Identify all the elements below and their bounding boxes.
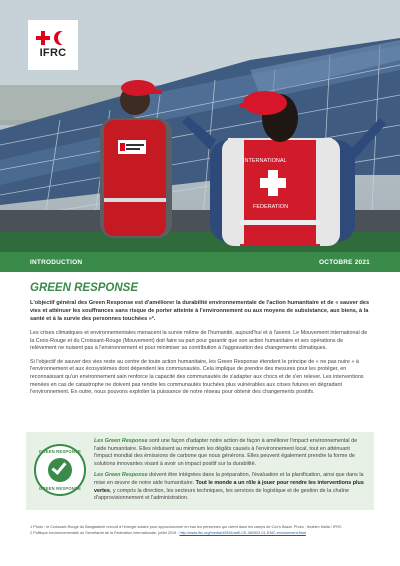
box-term-2: Les Green Response — [94, 472, 148, 479]
box-paragraph-2 — [94, 472, 366, 502]
footnotes — [30, 525, 375, 536]
box-text-2-tail: , y compris la direction, les secteurs techniques, les services de logistique et de gestion de la chaîne d'approvisionnement et l'administration. — [94, 487, 350, 502]
hero-photo — [0, 0, 400, 252]
vest-text-2: FEDERATION — [253, 204, 289, 210]
footnote-2-link[interactable]: http://www.ifrc.org/media/49394/adfl-CE-360902-01-EMC-environment-final — [179, 530, 306, 535]
band-left-label: INTRODUCTION — [30, 258, 83, 266]
logo-text: IFRC — [39, 47, 67, 59]
ifrc-logo — [28, 20, 78, 70]
band-date: OCTOBRE 2021 — [318, 258, 370, 266]
footnote-1: 1 Photo : le Croissant-Rouge du Bangladesh recourt à l'énergie solaire pour approvisionner en eau les personnes qui vivent dans les camps de Cox's Bazar. Photo : Ibrahim Malla / IFRC — [30, 525, 342, 529]
red-cross-icon — [36, 31, 50, 45]
red-crescent-icon — [58, 31, 71, 45]
badge-top-text: GREEN RESPONSE — [38, 449, 82, 454]
section-band — [0, 252, 400, 272]
vest-text-1: INTERNATIONAL — [243, 158, 287, 164]
box-text-1: sont une façon d'adapter notre action de façon à améliorer l'impact environnemental de l'aide humanitaire. Elles réduisent au minimum les dégâts causés à l'environnement local, tout en atténuant l'impact mondial des émissions de carbone que nous générons. Elles peuvent également prendre la forme de solutions innovantes visant à avoir un impact positif sur la durabilité. — [94, 438, 358, 467]
box-paragraph-1 — [94, 438, 366, 468]
page-title: GREEN RESPONSE — [30, 282, 138, 294]
paragraph-1: Les crises climatiques et environnementales menacent la survie même de l'humanité, aujourd'hui et à l'avenir. Le Mouvement international de la Croix-Rouge et du Croissant-Rouge (Mouvement) doit faire sa part pour garantir que son action humanitaire et ses opérations de relèvement ne nuisent pas à l'environnement et pour minimiser sa contribution à l'aggravation des changements climatiques. — [30, 330, 368, 352]
green-response-badge-icon — [34, 444, 86, 496]
footnote-2-text: 2 Politique environnementale du Secrétariat de la Fédération internationale, juillet 2019 : — [30, 530, 180, 535]
box-text — [94, 438, 366, 507]
green-response-box — [26, 432, 374, 510]
lead-paragraph: L'objectif général des Green Response est d'améliorer la durabilité environnementale de l'action humanitaire et de « sauver des vies et atténuer les souffrances sans risque de porter atteinte à l'environnement ou aux moyens de subsistance, aux biens, à la santé et à la survie des personnes touchées »². — [30, 300, 370, 322]
box-term-1: Les Green Response — [94, 438, 148, 444]
box-emphasis: Tout le monde a un rôle à jouer pour rendre les interventions plus vertes — [94, 479, 364, 494]
badge-bottom-text: GREEN RESPONSE — [38, 486, 82, 491]
paragraph-2: Si l'objectif de sauver des vies reste au centre de toute action humanitaire, les Green Response étendent le principe de « ne pas nuire » à l'environnement et aux écosystèmes dont dépendent les communautés. Cela implique de prendre des mesures pour les protéger, en reconnaissant qu'un environnement sain renforce la capacité des communautés de s'adapter aux chocs et de s'en relever. Les interventions menées en cas de catastrophe ne doivent pas rendre les communautés touchées plus vulnérables aux crises futures en dégradant l'environnement. En outre, nous pouvons exploiter la puissance de notre réseau pour obtenir des changements positifs. — [30, 358, 364, 396]
main-content — [30, 282, 370, 403]
footnote-2 — [30, 531, 375, 537]
box-text-2: doivent être intégrées dans la préparation, l'évaluation et la planification, ainsi que dans la mise en œuvre de notre aide humanitaire. — [94, 472, 364, 486]
